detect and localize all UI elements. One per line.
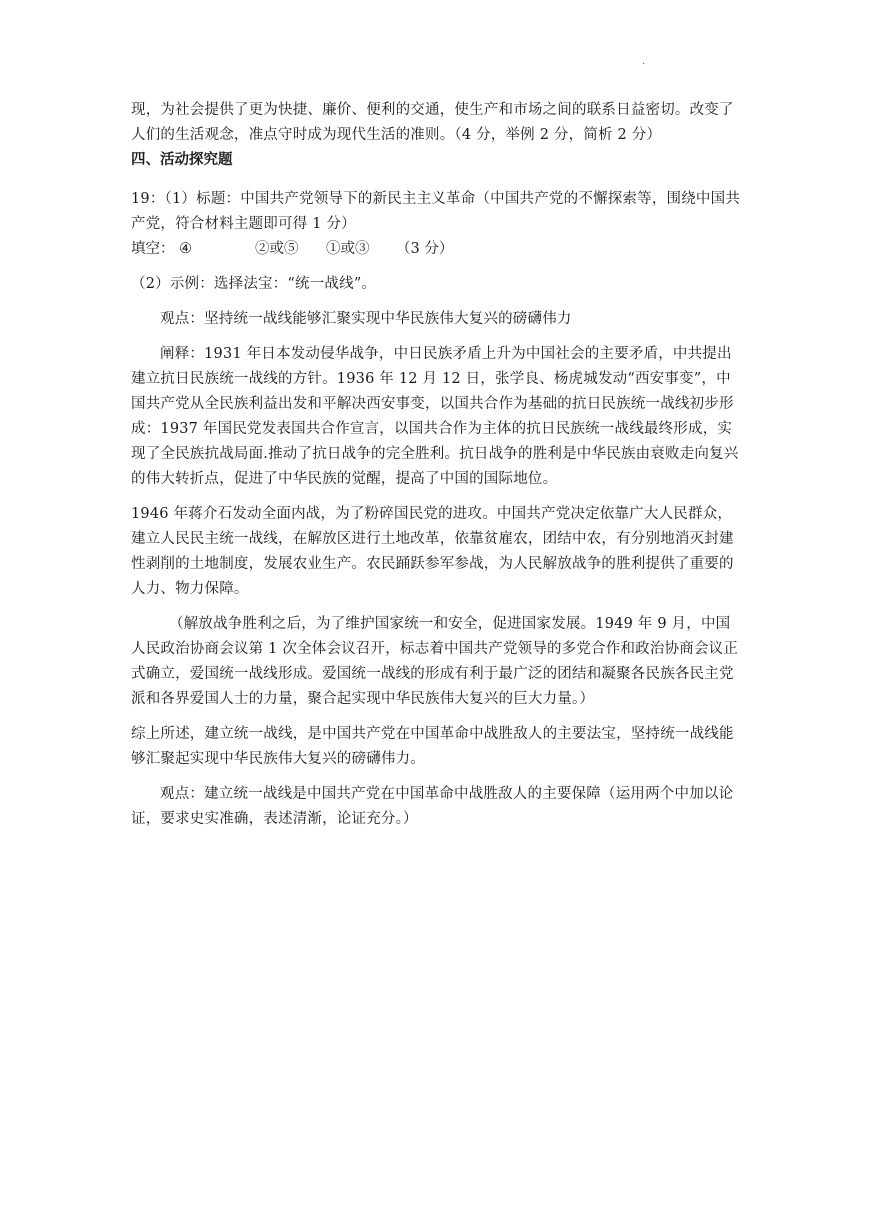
fill-answer-2: ②或⑤ — [255, 241, 299, 257]
intro-paragraph: 现，为社会提供了更为快捷、廉价、便利的交通，使生产和市场之间的联系日益密切。改变了人们的生活观念，准点守时成为现代生活的准则。（4 分，举例 2 分，简析 2 分） — [131, 102, 734, 143]
section-heading: 四、活动探究题 — [131, 152, 233, 168]
q19-part2: （2）示例：选择法宝：“统一战线”。 — [131, 276, 377, 292]
q19-part1: 19：（1）标题：中国共产党领导下的新民主主义革命（中国共产党的不懈探索等，围绕中国共产党，符合材料主题即可得 1 分） — [131, 191, 741, 232]
fill-answer-1: ④ — [179, 241, 192, 257]
fill-label: 填空： — [131, 241, 175, 257]
explanation-1931: 阐释：1931 年日本发动侵华战争，中日民族矛盾上升为中国社会的主要矛盾，中共提出建立抗日民族统一战线的方针。1936 年 12 月 12 日，张学良、杨虎城发动“西安事变”，中国共产党从全民族利益出发和平解决西安事变，以国共合作为基础的抗日民族统一战线初步形成：1937 年国民党发表国共合作宣言，以国共合作为主体的抗日民族统一战线最终形成，实现了全民族抗战局面.推动了抗日战争的完全胜利。抗日战争的胜利是中华民族由衰败走向复兴的伟大转折点，促进了中华民族的觉醒，提高了中国的国际地位。 — [131, 346, 739, 487]
paragraph-1946: 1946 年蒋介石发动全面内战，为了粉碎国民党的进攻。中国共产党决定依靠广大人民群众，建立人民民主统一战线，在解放区进行土地改革，依靠贫雇农，团结中农，有分别地消灭封建性剥削的土地制度，发展农业生产。农民踊跃参军参战，为人民解放战争的胜利提供了重要的人力、物力保障。 — [131, 506, 734, 597]
document-body — [131, 98, 741, 832]
fill-in-answers — [131, 237, 741, 262]
paragraph-1949: （解放战争胜利之后，为了维护国家统一和安全，促进国家发展。1949 年 9 月，中国人民政治协商会议第 1 次全体会议召开，标志着中国共产党领导的多党合作和政治协商会议正式确立，爱国统一战线形成。爱国统一战线的形成有利于最广泛的团结和凝聚各民族各民主党派和各界爱国人士的力量，聚合起实现中华民族伟大复兴的巨大力量。） — [131, 616, 739, 707]
page-dot-mark: . — [642, 56, 646, 67]
summary-paragraph: 综上所述，建立统一战线，是中国共产党在中国革命中战胜敌人的主要法宝，坚持统一战线能够汇聚起实现中华民族伟大复兴的磅礴伟力。 — [131, 726, 734, 767]
fill-answer-3: ①或③ — [326, 241, 370, 257]
fill-score: （3 分） — [396, 241, 454, 257]
viewpoint-1: 观点：坚持统一战线能够汇聚实现中华民族伟大复兴的磅礴伟力 — [160, 311, 572, 327]
viewpoint-2: 观点：建立统一战线是中国共产党在中国革命中战胜敌人的主要保障（运用两个中加以论证，要求史实准确，表述清渐，论证充分。） — [131, 786, 734, 827]
